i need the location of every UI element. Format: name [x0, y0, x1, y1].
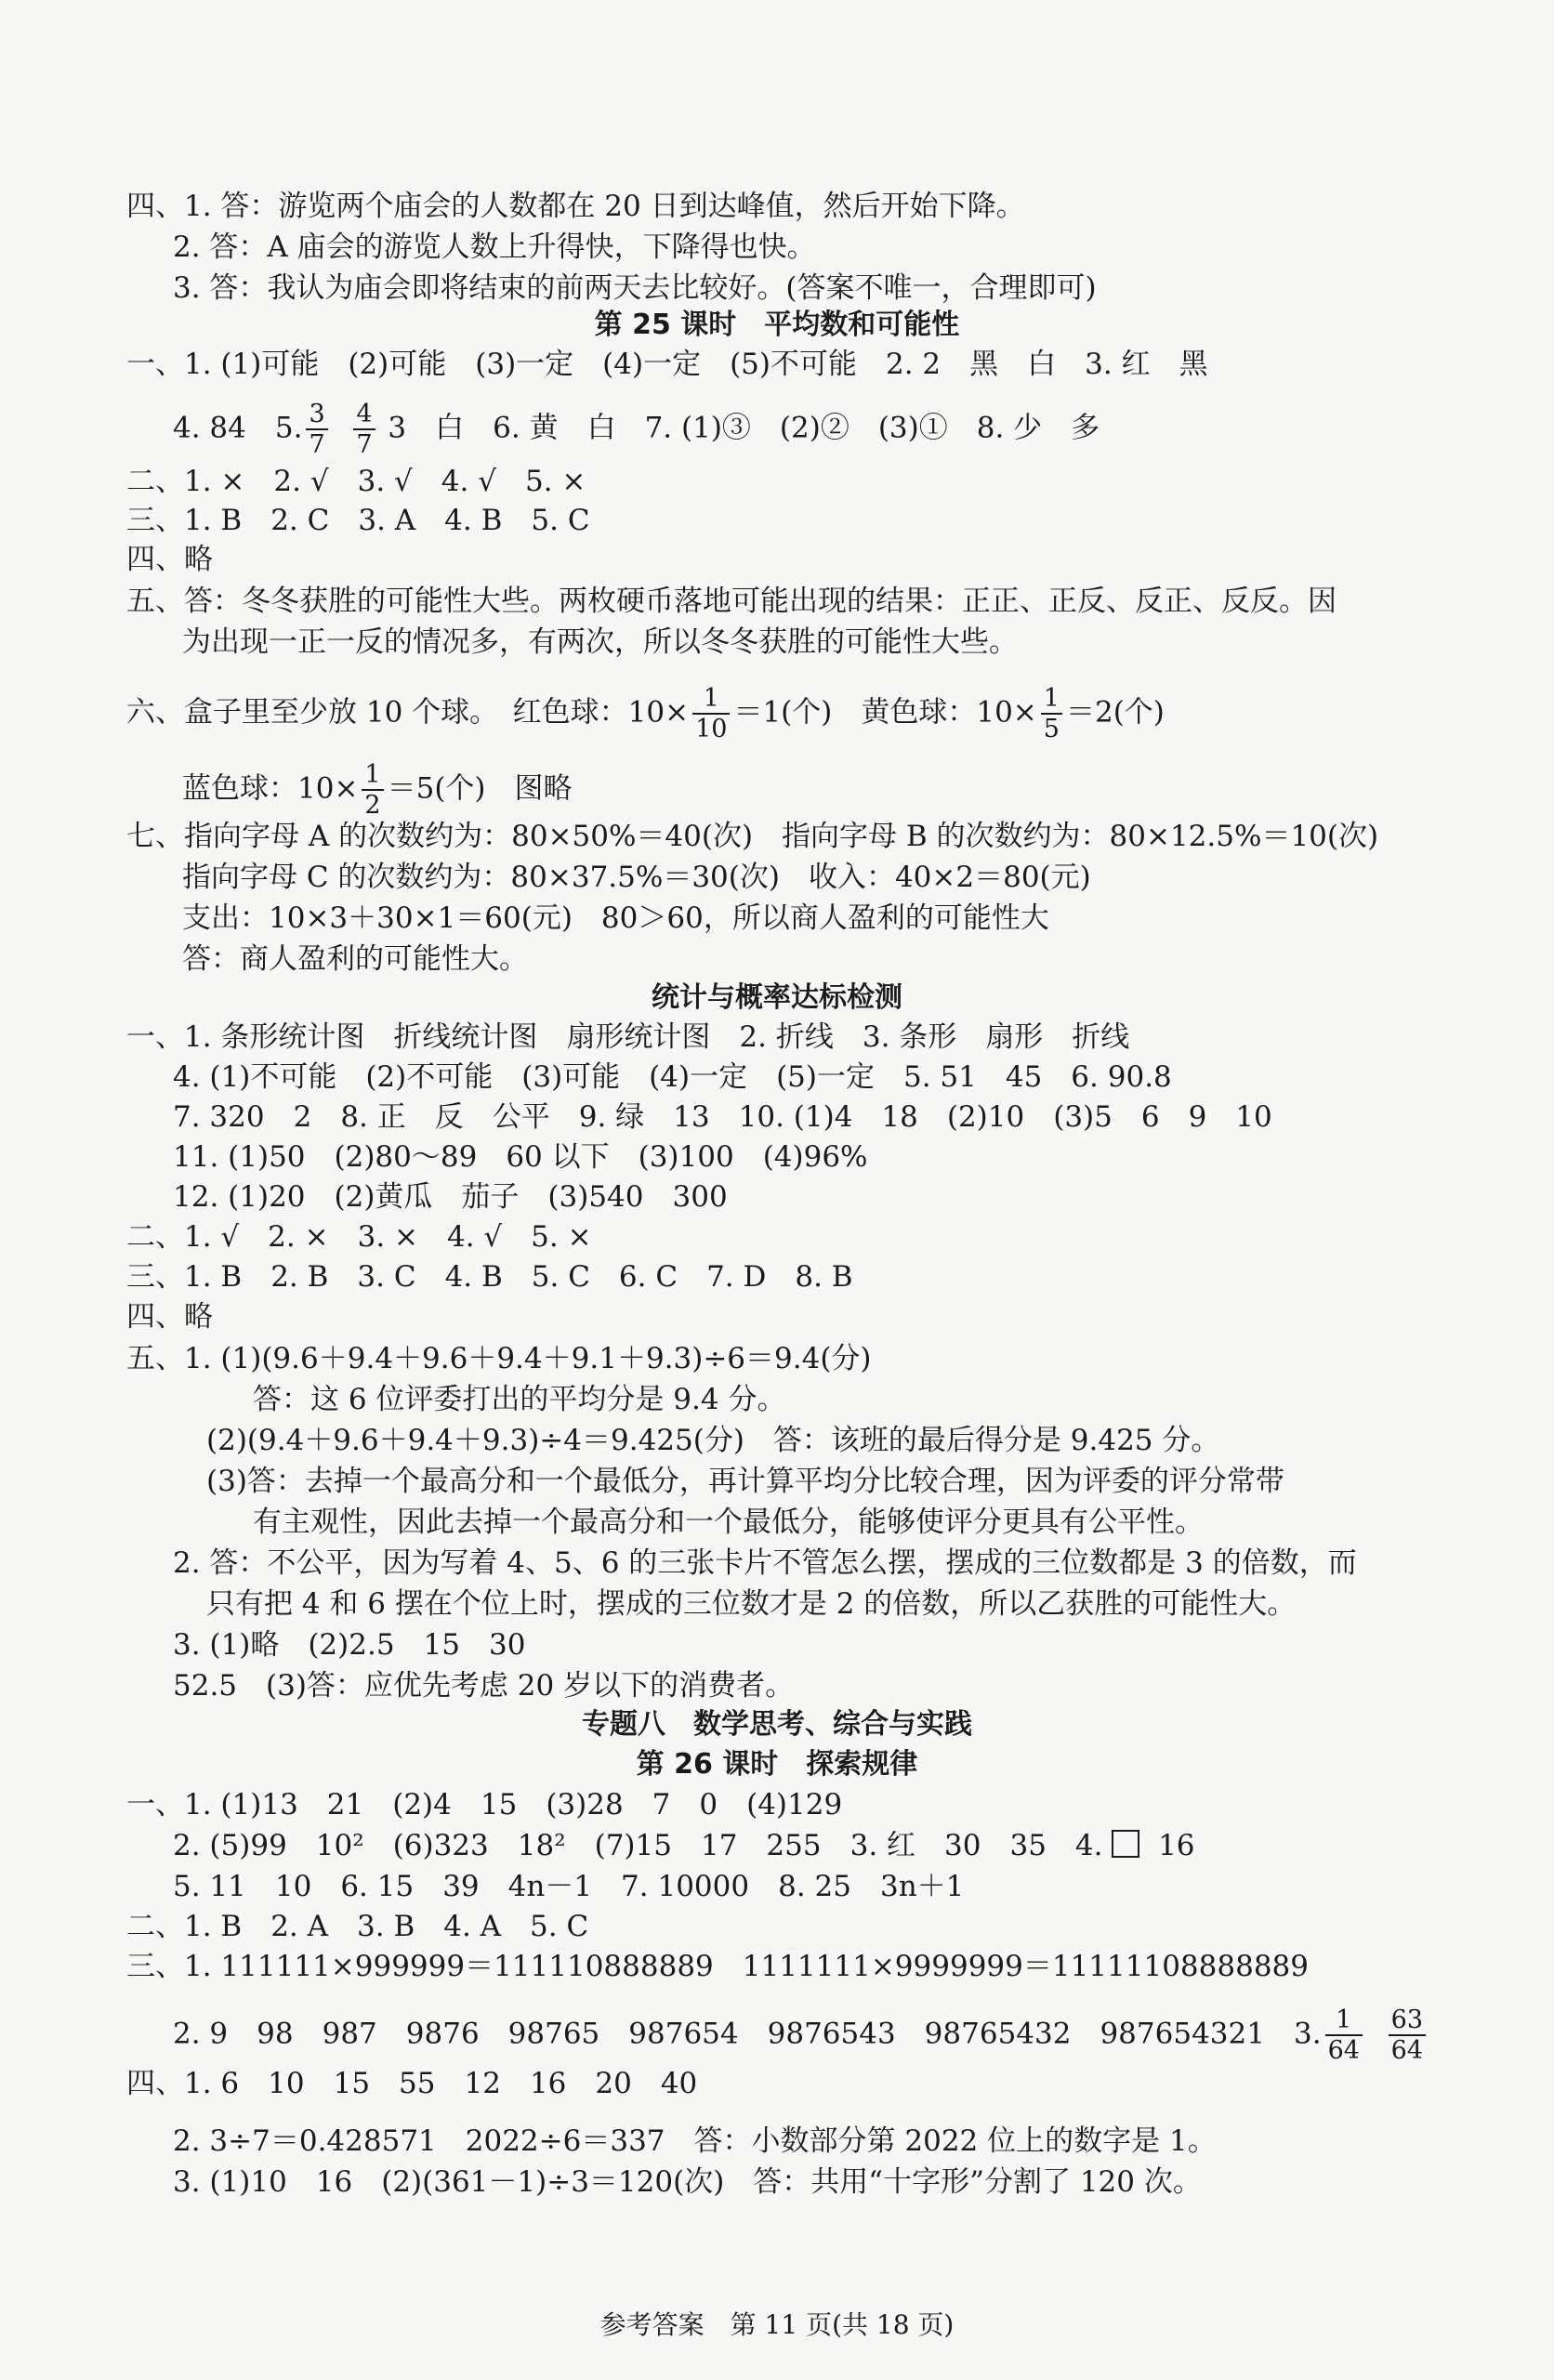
text-segment: 3 白 6. 黄 白 7. (1)③ (2)② (3)① 8. 少 多 [388, 411, 1100, 445]
text-line: 指向字母 C 的次数约为：80×37.5%＝30(次) 收入：40×2＝80(元) [182, 861, 1091, 894]
text-line: 答：这 6 位评委打出的平均分是 9.4 分。 [253, 1383, 786, 1416]
text-line [173, 401, 1100, 457]
fraction: $\frac{1}{10}$ [692, 686, 730, 742]
text-line: 五、答：冬冬获胜的可能性大些。两枚硬币落地可能出现的结果：正正、正反、反正、反反。因 [126, 585, 1337, 618]
text-line: 3. 答：我认为庙会即将结束的前两天去比较好。(答案不唯一，合理即可) [173, 271, 1097, 305]
text-line: 支出：10×3＋30×1＝60(元) 80＞60，所以商人盈利的可能性大 [182, 901, 1049, 935]
text-line [126, 686, 1165, 742]
text-line [182, 762, 573, 818]
text-line: 四、1. 6 10 15 55 12 16 20 40 [126, 2067, 698, 2100]
text-line: 三、1. B 2. B 3. C 4. B 5. C 6. C 7. D 8. B [126, 1260, 853, 1294]
text-segment: 16 [1158, 1829, 1195, 1862]
text-line: 七、指向字母 A 的次数约为：80×50%＝40(次) 指向字母 B 的次数约为：80×12.5%＝10(次) [126, 820, 1379, 853]
fraction: $\frac{63}{64}$ [1389, 2007, 1426, 2063]
text-segment: ＝5(个) 图略 [387, 771, 573, 806]
text-line: 3. (1)略 (2)2.5 15 30 [173, 1628, 526, 1662]
text-line: 52.5 (3)答：应优先考虑 20 岁以下的消费者。 [173, 1669, 795, 1703]
fraction: $\frac{4}{7}$ [353, 401, 375, 457]
section-heading: 第 26 课时 探索规律 [636, 1748, 918, 1781]
text-line: 7. 320 2 8. 正 反 公平 9. 绿 13 10. (1)4 18 (2)10 (3)5 6 9 10 [173, 1100, 1272, 1134]
text-line: 11. (1)50 (2)80～89 60 以下 (3)100 (4)96% [173, 1140, 868, 1174]
text-line: 一、1. (1)可能 (2)可能 (3)一定 (4)一定 (5)不可能 2. 2 黑 白 3. 红 黑 [126, 348, 1208, 381]
text-line [173, 1827, 1195, 1864]
text-segment: 2. (5)99 10² (6)323 18² (7)15 17 255 3. 红 30 35 4. [173, 1829, 1103, 1862]
text-line [173, 2007, 1429, 2063]
text-line: (2)(9.4＋9.6＋9.4＋9.3)÷4＝9.425(分) 答：该班的最后得分是 9.425 分。 [206, 1424, 1220, 1457]
text-line: 四、略 [126, 543, 213, 576]
page-footer: 参考答案 第 11 页(共 18 页) [599, 2309, 955, 2340]
section-heading: 第 25 课时 平均数和可能性 [594, 309, 960, 341]
text-line: 四、1. 答：游览两个庙会的人数都在 20 日到达峰值，然后开始下降。 [126, 190, 1025, 223]
text-line: 4. (1)不可能 (2)不可能 (3)可能 (4)一定 (5)一定 5. 51 45 6. 90.8 [173, 1060, 1172, 1094]
section-heading: 专题八 数学思考、综合与实践 [582, 1708, 972, 1741]
fraction: $\frac{1}{5}$ [1041, 686, 1062, 742]
text-line: 一、1. 条形统计图 折线统计图 扇形统计图 2. 折线 3. 条形 扇形 折线 [126, 1020, 1130, 1054]
fraction: $\frac{1}{2}$ [362, 762, 383, 818]
text-segment: 2. 9 98 987 9876 98765 987654 9876543 98765432 987654321 3. [173, 2017, 1322, 2051]
text-line: 二、1. × 2. √ 3. √ 4. √ 5. × [126, 465, 586, 498]
text-line: 答：商人盈利的可能性大。 [182, 942, 528, 976]
text-line: (3)答：去掉一个最高分和一个最低分，再计算平均分比较合理，因为评委的评分常带 [206, 1465, 1284, 1498]
text-line: 2. 答：不公平，因为写着 4、5、6 的三张卡片不管怎么摆，摆成的三位数都是 3 的倍数，而 [173, 1546, 1357, 1580]
text-line: 5. 11 10 6. 15 39 4n－1 7. 10000 8. 25 3n＋1 [173, 1870, 965, 1903]
text-line: 二、1. √ 2. × 3. × 4. √ 5. × [126, 1220, 592, 1254]
text-line: 三、1. 111111×999999＝111110888889 1111111×9999999＝11111108888889 [126, 1950, 1309, 1983]
text-segment: ＝2(个) [1065, 695, 1165, 730]
text-line: 为出现一正一反的情况多，有两次，所以冬冬获胜的可能性大些。 [182, 625, 1018, 659]
text-line: 三、1. B 2. C 3. A 4. B 5. C [126, 504, 590, 537]
text-line: 3. (1)10 16 (2)(361－1)÷3＝120(次) 答：共用“十字形”分割了 120 次。 [173, 2165, 1202, 2199]
text-line: 二、1. B 2. A 3. B 4. A 5. C [126, 1910, 589, 1943]
text-segment: ＝1(个) 黄色球：10× [733, 695, 1037, 730]
text-line: 只有把 4 和 6 摆在个位上时，摆成的三位数才是 2 的倍数，所以乙获胜的可能性大。 [206, 1587, 1297, 1621]
text-line: 四、略 [126, 1300, 213, 1334]
text-line: 五、1. (1)(9.6＋9.4＋9.6＋9.4＋9.1＋9.3)÷6＝9.4(分) [126, 1342, 872, 1375]
fraction: $\frac{3}{7}$ [306, 401, 327, 457]
text-segment: 4. 84 5. [173, 411, 303, 445]
section-heading: 统计与概率达标检测 [652, 981, 902, 1014]
text-line: 2. 答：A 庙会的游览人数上升得快，下降得也快。 [173, 230, 816, 264]
text-line: 一、1. (1)13 21 (2)4 15 (3)28 7 0 (4)129 [126, 1788, 843, 1821]
text-segment: 蓝色球：10× [182, 771, 359, 806]
fraction: $\frac{1}{64}$ [1325, 2007, 1363, 2063]
text-line: 12. (1)20 (2)黄瓜 茄子 (3)540 300 [173, 1180, 728, 1214]
text-line: 2. 3÷7＝0.428571 2022÷6＝337 答：小数部分第 2022 位上的数字是 1。 [173, 2124, 1217, 2158]
text-line: 有主观性，因此去掉一个最高分和一个最低分，能够使评分更具有公平性。 [253, 1506, 1204, 1539]
square-box-icon [1112, 1830, 1139, 1858]
text-segment: 六、盒子里至少放 10 个球。 红色球：10× [126, 695, 690, 730]
